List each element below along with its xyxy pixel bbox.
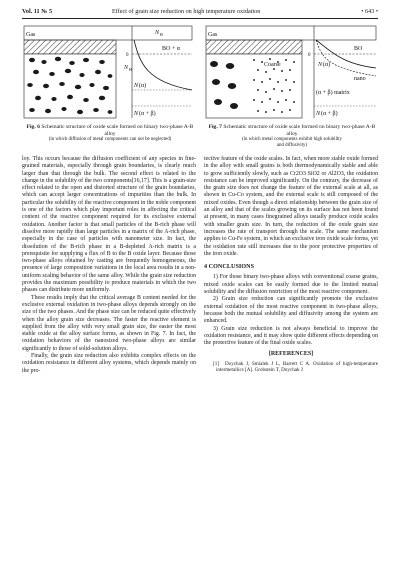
figure-7-caption-note-2: and diffusivity) — [276, 142, 308, 148]
reference-1-number: [1] — [213, 360, 219, 367]
bo-label: BO + α — [162, 46, 180, 52]
figure-7 — [204, 24, 380, 120]
nb-label: N — [124, 65, 129, 71]
figure-7-diagram — [204, 24, 380, 120]
figure-6-diagram — [22, 24, 198, 120]
figure-7-caption-text: Schematic structure of oxide scale formed on binary two-phase A-B alloy — [223, 124, 376, 137]
left-paragraph-3: Finally, the grain size reduction also exhibits complex effects on the oxidation resistance in different alloy systems, which depends mainly on the pro- — [22, 353, 196, 374]
right-column — [204, 156, 378, 373]
nano-label: nano — [354, 76, 366, 82]
figure-6-caption-text: Schematic structure of oxide scale formed on binary two-phase A-B alloy — [41, 124, 194, 137]
nano-curve — [316, 40, 376, 76]
nbt-tail: (α + β) — [321, 111, 338, 117]
coarse-label: Coarse — [264, 62, 281, 68]
nb-alpha-label: N — [318, 62, 323, 68]
nbs-label: N — [155, 30, 160, 36]
conclusion-1: 1) For those binary two-phase alloys with conventional coarse grains, mixed oxide scales can be easily formed due to the limited mutual solubility and the diffusion restriction of the most reactive component. — [204, 274, 378, 296]
left-paragraph-2: These results imply that the critical average B content needed for the exclusive external oxidation in two-phase alloys depends strongly on the size of the two phases. And the phase size can be reduced quite effectively when the alloy grain size decreases. The faster the reactive element is supplied from the alloy with very small grain size, the easier the most stable oxide at the alloy surface forms, as shown in Fig. 7. In fact, the oxidation behaviors of the nanosized two-phase alloys are similar significantly to those of solid-solution alloys. — [22, 294, 196, 352]
oxide-scale-hatched — [24, 40, 116, 54]
alloy-region — [206, 54, 302, 118]
nb-sub-label: B — [129, 67, 133, 72]
gas-region — [206, 26, 376, 40]
nb-alpha-label: N — [134, 83, 139, 89]
gas-label: Gas — [208, 32, 218, 38]
page-number: • 643 • — [361, 8, 378, 15]
figure-7-caption-note-1: (in which metal components exhibit high solubility — [242, 137, 342, 143]
nb-alpha-tail: (α) — [139, 83, 147, 89]
figure-6-caption — [22, 124, 198, 143]
conclusion-3: 3) Grain size reduction is not always beneficial to improve the oxidation resistance, and it may show quite different effects depending on the protective feature of the final oxide scales. — [204, 325, 378, 347]
figure-7-label: Fig. 7 — [208, 124, 222, 130]
conclusion-2: 2) Grain size reduction can significantly promote the exclusive external oxidation of the most reactive component in two-phase alloys, because both the mutual solubility and diffusivity among the system are enhanced. — [204, 296, 378, 325]
conclusions-heading: 4 CONCLUSIONS — [204, 263, 255, 271]
axis-zero-label: 0 — [308, 53, 311, 58]
figure-7-caption — [204, 124, 380, 149]
left-paragraph-1: loy. This occurs because the diffusion coefficient of any species in fine-grained materials, especially through grain boundaries, is clearly much larger than that through the bulk. The second effect is related to the change in the solubility of the two components[16,17]. This is a grain-size effect related to the open and distorted structure of the grain boundaries, which can accept larger concentrations of impurities than the bulk. In particular the solubility of the reactive component in the noble component is one of the factors which play important roles in affecting the critical content of the reactive component required for its exclusive external oxidation. Another factor is that small particles of the B-rich phase will dissolve more rapidly than large particles in a matrix of the A-rich phase, especially in the case of particles with nanometer size. In fact, the dissolution of the B-rich phase in a B-depleted A-rich matrix is a prerequisite for supplying a flux of B to the B oxide layer. Because those two-phase alloys obtained by casting are frequently homogeneous, the presence of large composition variations in the local area results in a non-uniform scaling behavior of the same alloy. While the grain size reduction provides the maximum possibility to produce materials in which the two phases can distribute more uniformly. — [22, 156, 196, 294]
right-paragraph-1: tective feature of the oxide scales. In fact, when more stable oxide formed in the alloy with small grains is both thermodynamically stable and able to grow sufficiently slowly, such as Cr2O3 SiO2 or Al2O3, the oxidation resistance can be improved significantly. On the contrary, the decrease of the grain size does not change the feature of the external scale at all, as shown in Cu-Co system, and the external scale is still composed of the mixed oxides. Even though a direct relationship between the grain size of an alloy and that of the scales growing on its surface has not been found at present, in many cases finegrained alloys usually produce oxide scales with smaller grain size. In turn, the reduction of the oxide grain size increases the rate of transport through the scale. The same mechanism applies to Cu-Fe system, in which an exclusive iron oxide scale forms, yet the oxidation rate still increases due to the poor protective properties of the iron oxide. — [204, 156, 378, 257]
axis-zero-label: 0 — [126, 53, 129, 58]
running-title: Effect of grain size reduction on high temperature oxidation — [112, 8, 261, 15]
left-column — [22, 156, 196, 375]
gas-region — [24, 26, 192, 40]
matrix-label: (α + β) matrix — [316, 90, 350, 96]
gas-label: Gas — [26, 32, 36, 38]
oxide-scale-hatched — [206, 40, 302, 54]
nbt-label: N — [134, 111, 139, 117]
nbs-sub-label: B — [160, 32, 164, 37]
figure-6-label: Fig. 6 — [26, 124, 40, 130]
volume-label: Vol. 11 № 5 — [22, 8, 53, 15]
bo-label: BO — [354, 46, 363, 52]
reference-1-text: Doychak J, Smialek J L, Barrett C A. Oxidation of high-temperature intermetallics [A]. Grobstein T, Doychak J — [216, 360, 378, 373]
references-heading: [REFERENCES] — [268, 351, 314, 358]
nb-alpha-tail: (α) — [323, 62, 331, 68]
nbt-label: N — [316, 111, 321, 117]
figure-6-caption-note: (in which diffusion of metal components can not be neglected) — [48, 137, 172, 143]
nbt-tail: (α + β) — [139, 111, 156, 117]
reference-1 — [204, 361, 378, 373]
figure-6 — [22, 24, 198, 120]
header-rule — [22, 18, 378, 19]
